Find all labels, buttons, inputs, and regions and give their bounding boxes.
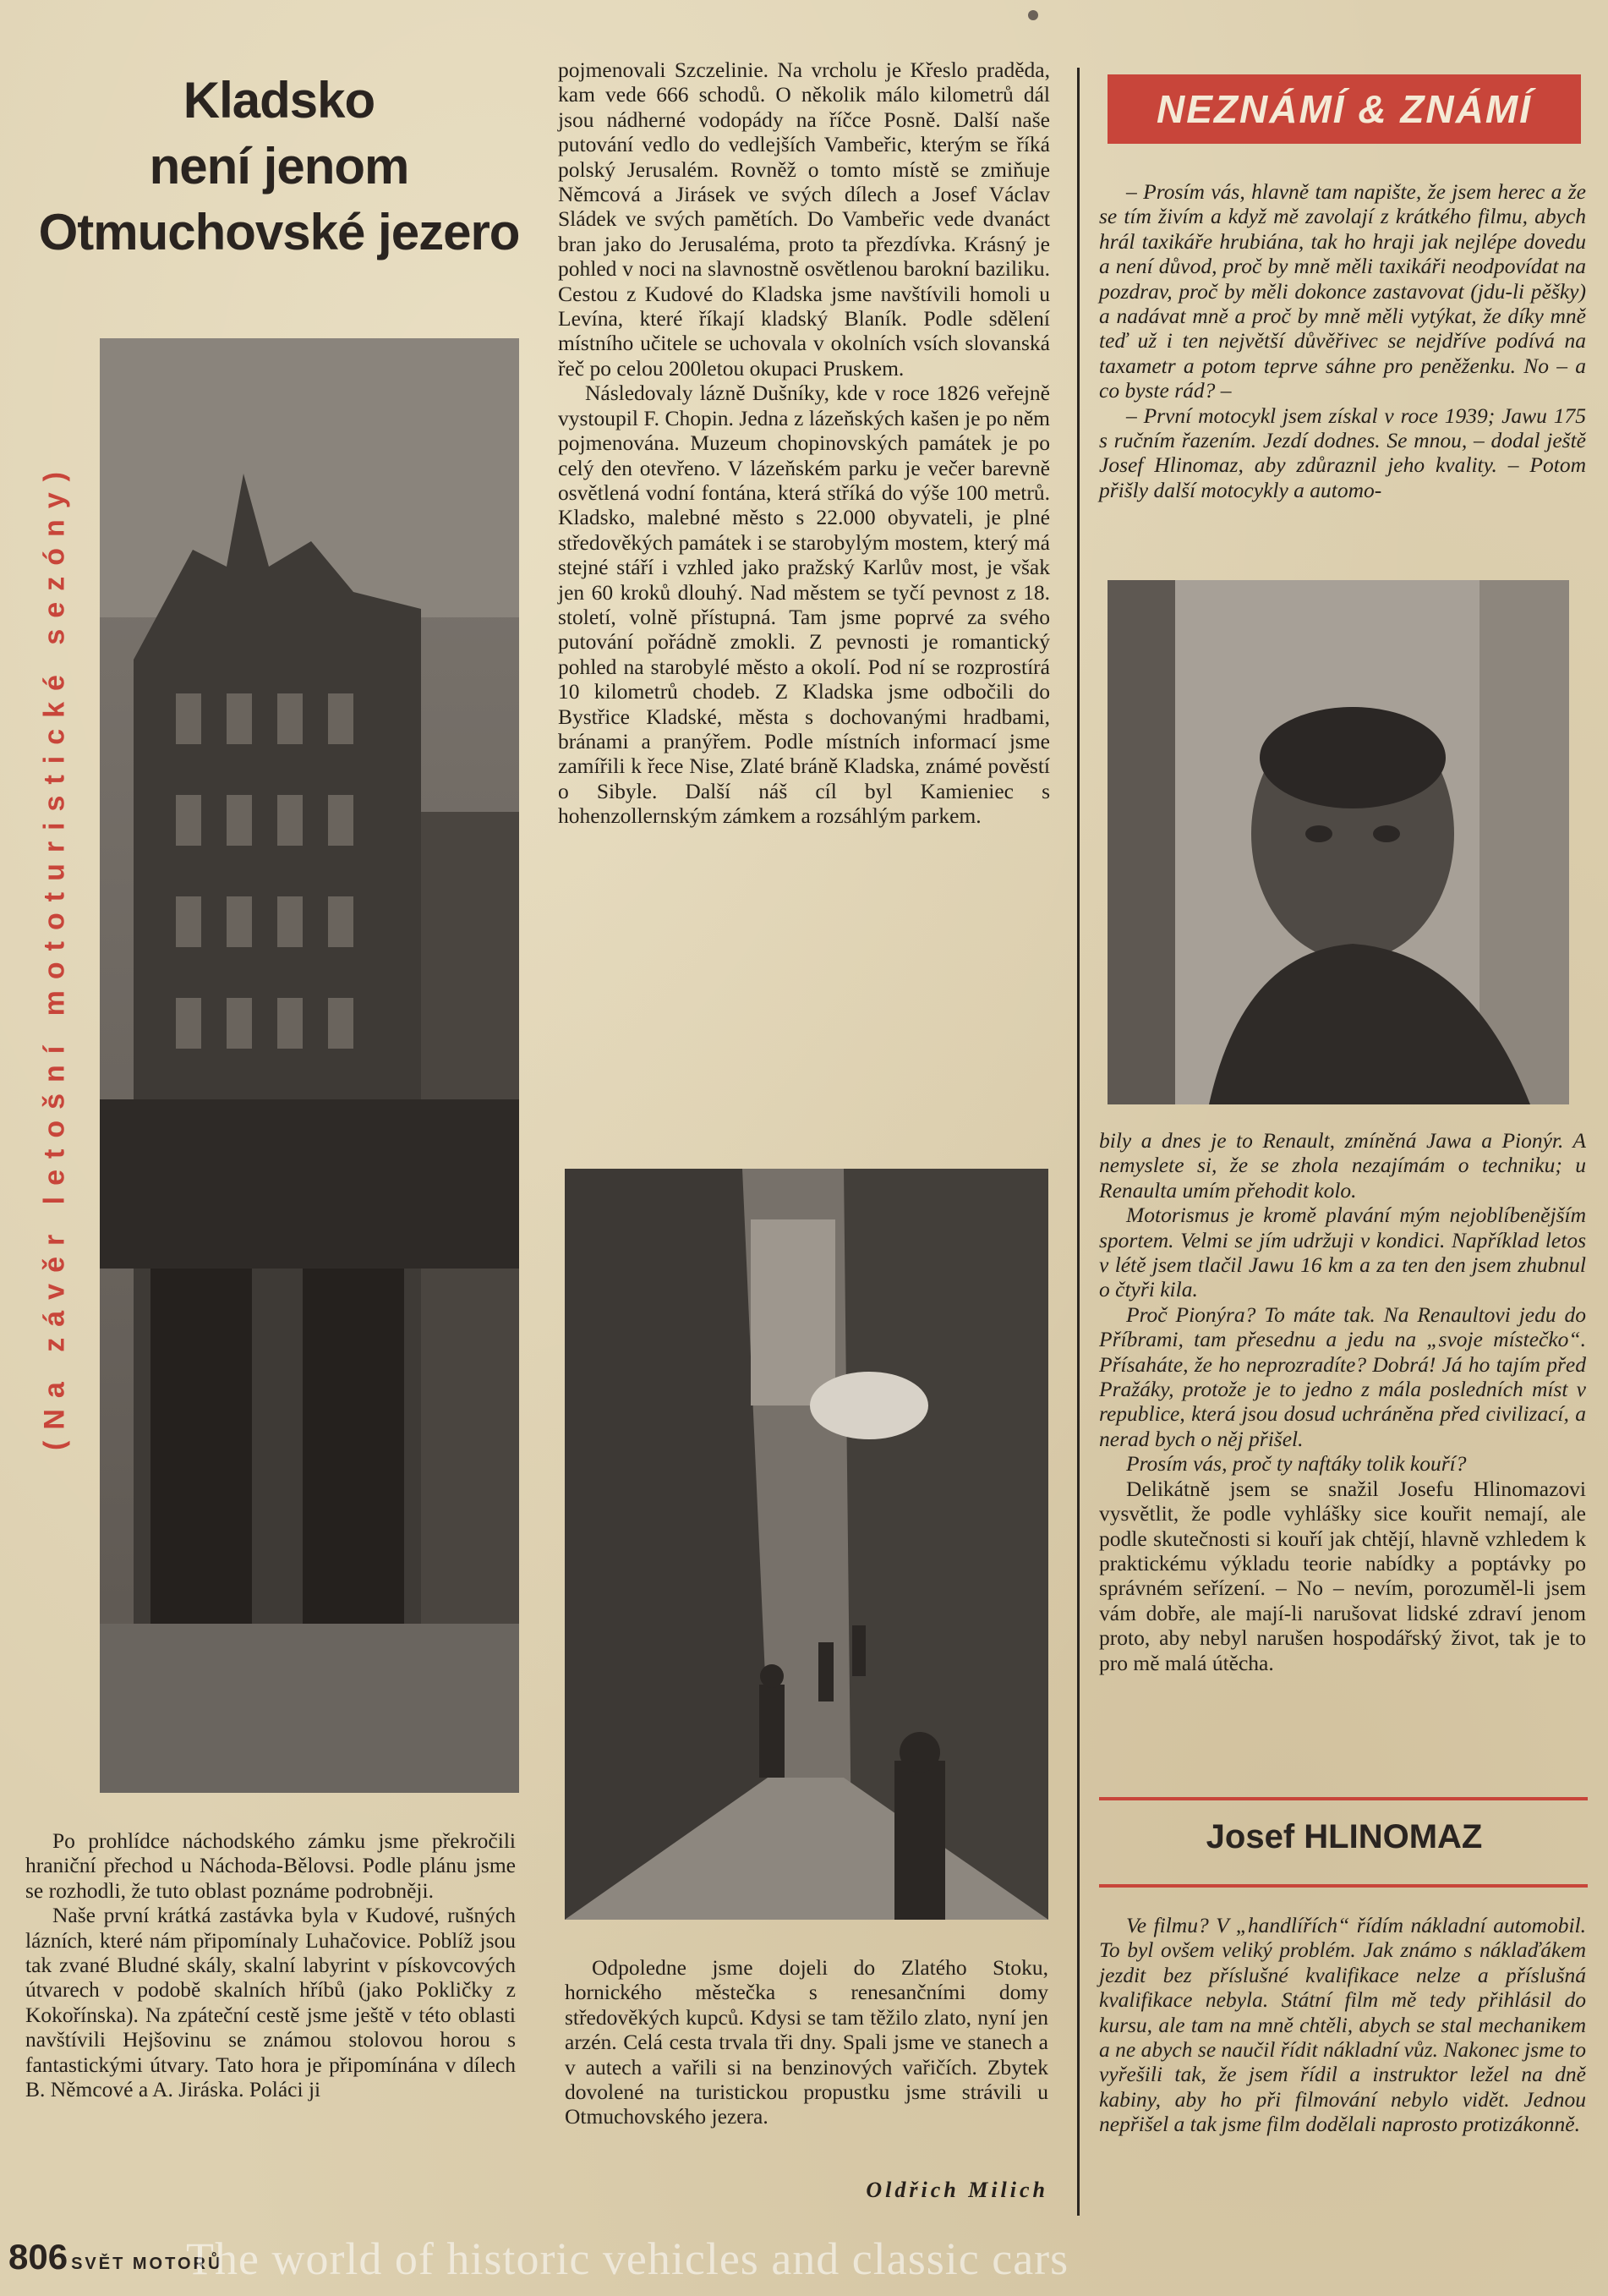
photo-portrait-hlinomaz xyxy=(1108,580,1569,1104)
paragraph: Odpoledne jsme dojeli do Zlatého Stoku, hornického městečka s renesančními domy středověkých kupců. Kdysi se tam těžilo zlato, nyní jen arzén. Celá cesta trvala tři dny. Spali jsme ve stanech a v autech a vařili si na benzinových vařičích. Zbytek dovolené na turistickou propustku jsme strávili u Otmuchovského jezera. xyxy=(565,1955,1048,2129)
watermark-text: The world of historic vehicles and classic cars xyxy=(186,2233,1069,2284)
article-title xyxy=(25,68,533,266)
page-number: 806 xyxy=(8,2237,68,2277)
paragraph: Naše první krátká zastávka byla v Kudové, rušných lázních, které nám připomínaly Luhačovice. Poblíž jsou tak zvané Bludné skály, skalní labyrint v pískovcových útvarech v podobě skalních hříbů (jako Pokličky z Kokořínska). Na zpáteční cestě jsme ještě v této oblasti navštívili Hejšovinu se známou stolovou horou s fantastickými útvary. Tato hora je připomínána v dílech B. Němcové a A. Jiráska. Poláci ji xyxy=(25,1903,516,2102)
paragraph: Motorismus je kromě plavání mým nejoblíbenějším sportem. Velmi se jím udržuji v kondici. Například letos v létě jsem tlačil Jawu 16 km a za ten den jsem zhubnul o čtyři kila. xyxy=(1099,1203,1586,1302)
title-line-2: není jenom xyxy=(149,138,409,195)
title-line-3: Otmuchovské jezero xyxy=(38,204,520,260)
author-signature: Oldřich Milich xyxy=(866,2178,1048,2202)
article-column-2-bottom xyxy=(565,1955,1048,2129)
paragraph: Následovaly lázně Dušníky, kde v roce 1826 veřejně vystoupil F. Chopin. Jedna z lázeňských kašen je po něm pojmenována. Muzeum chopinovských památek je po celý den otevřeno. V lázeňském parku je večer barevně osvětlená vodní fontána, která stříká do výše 100 metrů. Kladsko, malebné město s 22.000 obyvateli, je plné středověkých památek i se starobylým mostem, který má stejné stáří i vzhled jako pražský Karlův most, je však jen 60 kroků dlouhý. Nad městem se tyčí pevnost z 18. století, volně přístupná. Tam jsme poprvé za svého putování pořádně zmokli. Z pevnosti je romantický pohled na starobylé město a okolí. Pod ní se rozprostírá 10 kilometrů chodeb. Z Kladska jsme odbočili do Bystřice Kladské, města s dochovanými hradbami, bránami a pranýřem. Podle místních informací jsme zamířili k řece Nise, Zlaté bráně Kladska, známé pověstí o Sibyle. Další náš cíl byl Kamieniec s hohenzollernským zámkem a rozsáhlým parkem. xyxy=(558,381,1050,829)
paragraph: bily a dnes je to Renault, zmíněná Jawa a Pionýr. A nemyslete si, že se zhola nezajímám o techniku; u Renaulta umím přehodit kolo. xyxy=(1099,1128,1586,1203)
article-column-1 xyxy=(25,1828,516,2101)
paragraph: Prosím vás, proč ty naftáky tolik kouří? xyxy=(1126,1451,1467,1477)
paragraph: – Prosím vás, hlavně tam napište, že jsem herec a že se tím živím a když mě zavolají z krátkého filmu, abych hrál taxikáře hrubiána, tak ho hraji jak nejlépe dovedu a není důvod, proč by mně měli taxikáři neodpovídat na pozdrav, proč by měli dokonce zastavovat (jdu-li pěšky) a nadávat mně a proč by mně měli vytýkat, že díky mně teď už i ten největší důvěřivec se nejdříve podívá na taxametr a potom teprve sáhne pro peněženku. No – a co byste rád? – xyxy=(1099,179,1586,403)
paragraph: Ve filmu? V „handlířích“ řídím nákladní automobil. To byl ovšem veliký problém. Jak známo s náklaďákem jezdit bez příslušné kvalifikace nelze a příslušná kvalifikace nebyla. Státní film mě tedy přihlásil do kursu, ale tam na mně chtěli, abych se stal mechanikem a ne abych se naučil řídit nákladní vůz. Nakonec jsme to vyřešili tak, že jsem řídil a instruktor ležel na dně kabiny, aby ho při filmování nebylo vidět. Jednou nepřišel a tak jsme film dodělali naprosto protizákonně. xyxy=(1099,1913,1586,2137)
interviewee-byline: Josef HLINOMAZ xyxy=(1206,1818,1483,1855)
sidebar-column-bottom xyxy=(1099,1913,1586,2137)
sidebar-column-middle xyxy=(1099,1128,1586,1675)
paragraph: Po prohlídce náchodského zámku jsme překročili hraniční přechod u Náchoda-Bělovsi. Podle plánu jsme se rozhodli, že tuto oblast poznáme podrobněji. xyxy=(25,1828,516,1903)
column-divider xyxy=(1077,68,1080,2216)
paragraph: Delikátně jsem se snažil Josefu Hlinomazovi vysvětlit, že podle vyhlášky sice kouřit nemají, ale podle skutečnosti si kouří jak chtějí, hlavně vzhledem k praktickému výkladu teorie nabídky a poptávky po správném seřízení. – No – nevím, porozuměl-li jsem vám dobře, ale mají-li narušovat lidské zdraví jenom proto, aby nebyl narušen hospodářský život, tak je to pro mě malá útěcha. xyxy=(1099,1476,1586,1675)
print-dot xyxy=(1028,10,1038,20)
title-line-1: Kladsko xyxy=(183,72,375,129)
paragraph: – První motocykl jsem získal v roce 1939; Jawu 175 s ručním řazením. Jezdí dodnes. Se mnou, – dodal ještě Josef Hlinomaz, aby zdůraznil jeho kvality. – Potom přišly další motocykly a automo- xyxy=(1099,403,1586,502)
vertical-subtitle-wrap xyxy=(34,338,76,1573)
article-column-2 xyxy=(558,58,1050,829)
paragraph: pojmenovali Szczelinie. Na vrcholu je Křeslo praděda, kam vede 666 schodů. O několik málo kilometrů dál jsou nádherné vodopády na říčce Posně. Další naše putování vedlo do vedlejších Vambeřic, kterým se říká polský Jerusalém. Rovněž o tomto místě se zmiňuje Němcová a Jirásek ve svých dílech a Josef Václav Sládek ve svých pamětích. Do Vambeřic vede dvanáct bran jako do Jerusaléma, proto ta přezdívka. Krásný je pohled v noci na slavnostně osvětlenou barokní baziliku. Cestou z Kudové do Kladska jsme navštívili homoli u Levína, které říkají kladský Blaník. Podle sdělení místního učitele se uchovala v okolních vsích slovanská řeč po celou 200letou okupaci Pruskem. xyxy=(558,58,1050,381)
byline-rule-top xyxy=(1099,1797,1588,1800)
section-banner: NEZNÁMÍ & ZNÁMÍ xyxy=(1108,74,1581,144)
byline-rule-bottom xyxy=(1099,1884,1588,1888)
paragraph: Proč Pionýra? To máte tak. Na Renaultovi jedu do Příbrami, tam přesednu a jedu na „svoje místečko“. Přísaháte, že ho neprozradíte? Dobrá! Já ho tajím před Pražáky, protože je to jedno z mála posledních míst v republice, která jsou dosud uchráněna před civilizací, a nerad bych o něj přišel. xyxy=(1099,1301,1586,1451)
vertical-subtitle: (Na závěr letošní mototuristické sezóny) xyxy=(38,461,71,1450)
photo-narrow-street xyxy=(565,1169,1048,1920)
sidebar-column-top xyxy=(1099,179,1586,502)
photo-street-building xyxy=(100,338,519,1793)
magazine-name: SVĚT MOTORŮ xyxy=(71,2255,223,2273)
